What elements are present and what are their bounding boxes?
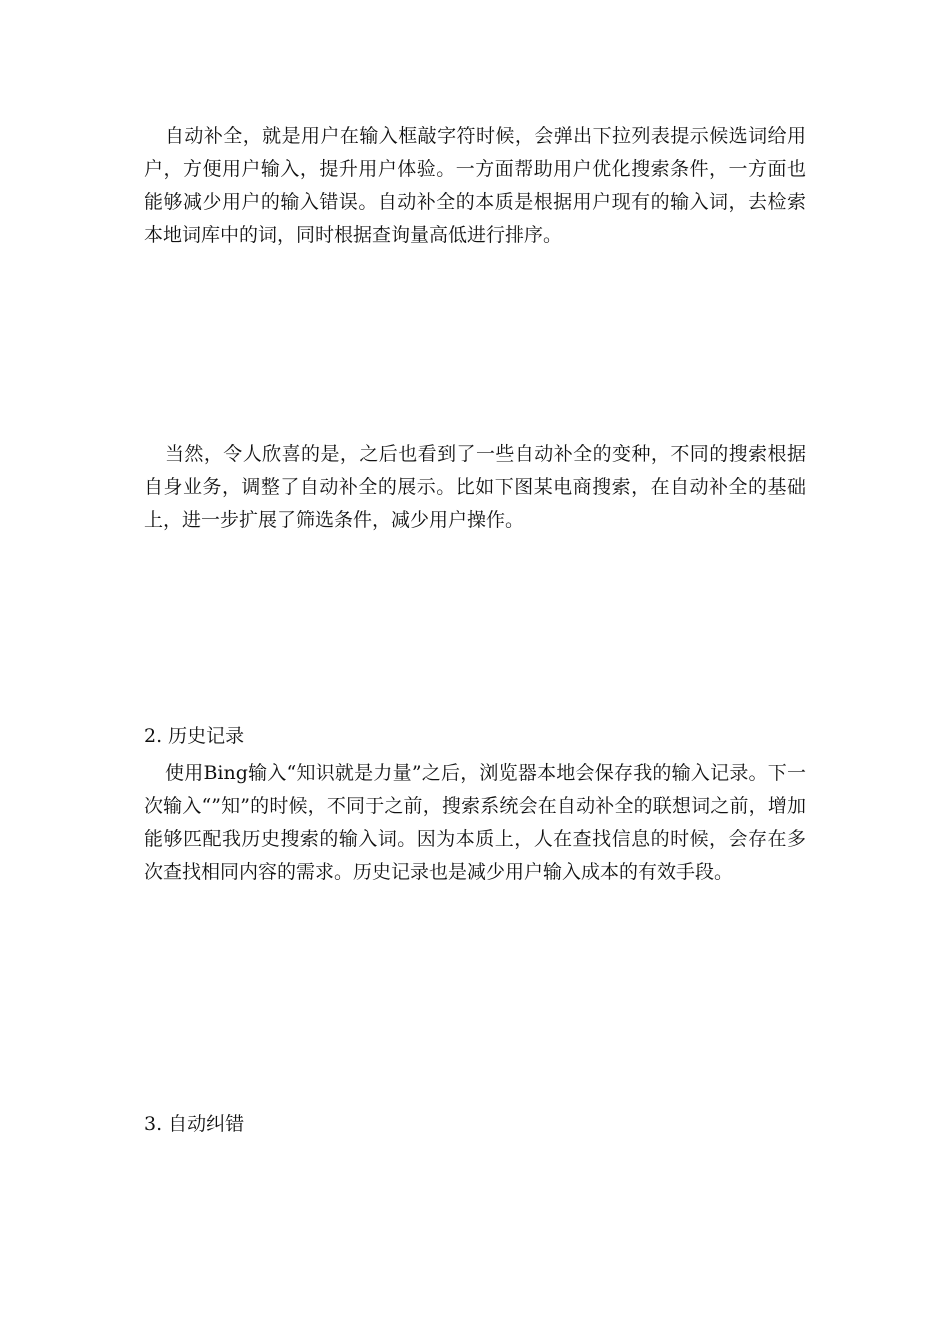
paragraph-history: 使用Bing输入“知识就是力量”之后，浏览器本地会保存我的输入记录。下一次输入“”知”的时候，不同于之前，搜索系统会在自动补全的联想词之前，增加能够匹配我历史搜索的输入词。因为本质上，人在查找信息的时候，会存在多次查找相同内容的需求。历史记录也是减少用户输入成本的有效手段。 (144, 762, 806, 883)
section-heading-history: 2. 历史记录 (144, 725, 245, 747)
paragraph-autocomplete-variants: 当然，令人欣喜的是，之后也看到了一些自动补全的变种，不同的搜索根据自身业务，调整了自动补全的展示。比如下图某电商搜索，在自动补全的基础上，进一步扩展了筛选条件，减少用户操作。 (144, 443, 806, 531)
section-heading-autocorrect: 3. 自动纠错 (144, 1113, 245, 1135)
paragraph-autocomplete: 自动补全，就是用户在输入框敲字符时候，会弹出下拉列表提示候选词给用户，方便用户输入，提升用户体验。一方面帮助用户优化搜索条件，一方面也能够减少用户的输入错误。自动补全的本质是根据用户现有的输入词，去检索本地词库中的词，同时根据查询量高低进行排序。 (144, 125, 806, 246)
